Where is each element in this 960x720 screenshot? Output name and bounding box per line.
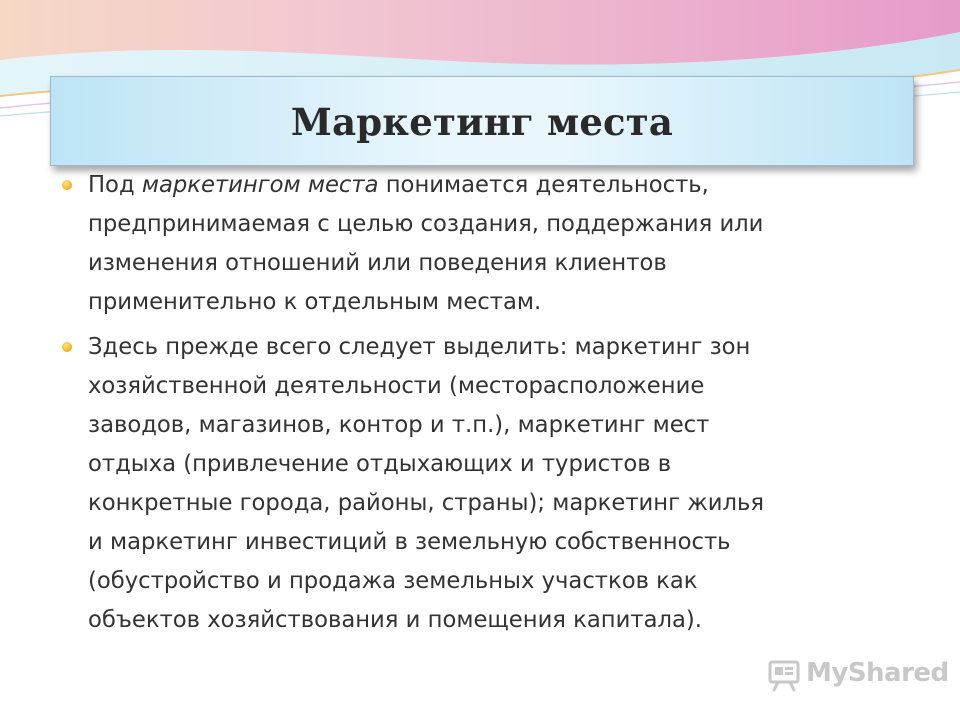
bullet-dot-icon — [62, 180, 72, 190]
bullet-line: изменения отношений или поведения клиентов — [88, 250, 667, 276]
bullet-item — [60, 328, 920, 640]
bullet-line: объектов хозяйствования и помещения капитала). — [88, 607, 702, 633]
bullet-line: Здесь прежде всего следует выделить: маркетинг зон — [88, 334, 751, 360]
bullet-line: заводов, магазинов, контор и т.п.), маркетинг мест — [88, 412, 710, 438]
bullet-line: предпринимаемая с целью создания, поддержания или — [88, 211, 764, 237]
bullet-list — [60, 166, 920, 640]
bullet-emphasis: маркетингом места — [141, 172, 379, 198]
bullet-line: конкретные города, районы, страны); маркетинг жилья — [88, 490, 764, 516]
bullet-dot-icon — [62, 342, 72, 352]
bullet-line: применительно к отдельным местам. — [88, 289, 542, 315]
presentation-board-icon — [766, 656, 802, 692]
slide-title: Маркетинг места — [290, 100, 674, 144]
title-bar — [50, 76, 914, 166]
bullet-text: Под — [88, 172, 142, 198]
watermark — [766, 656, 949, 696]
bullet-line: отдыха (привлечение отдыхающих и туристов в — [88, 451, 672, 477]
watermark-text: MyShared — [806, 658, 949, 688]
bullet-line: и маркетинг инвестиций в земельную собственность — [88, 529, 731, 555]
bullet-text: понимается деятельность, — [378, 172, 709, 198]
bullet-item — [60, 166, 920, 322]
bullet-line: хозяйственной деятельности (месторасположение — [88, 373, 705, 399]
bullet-line: (обустройство и продажа земельных участков как — [88, 568, 698, 594]
bullet-line — [88, 166, 920, 205]
